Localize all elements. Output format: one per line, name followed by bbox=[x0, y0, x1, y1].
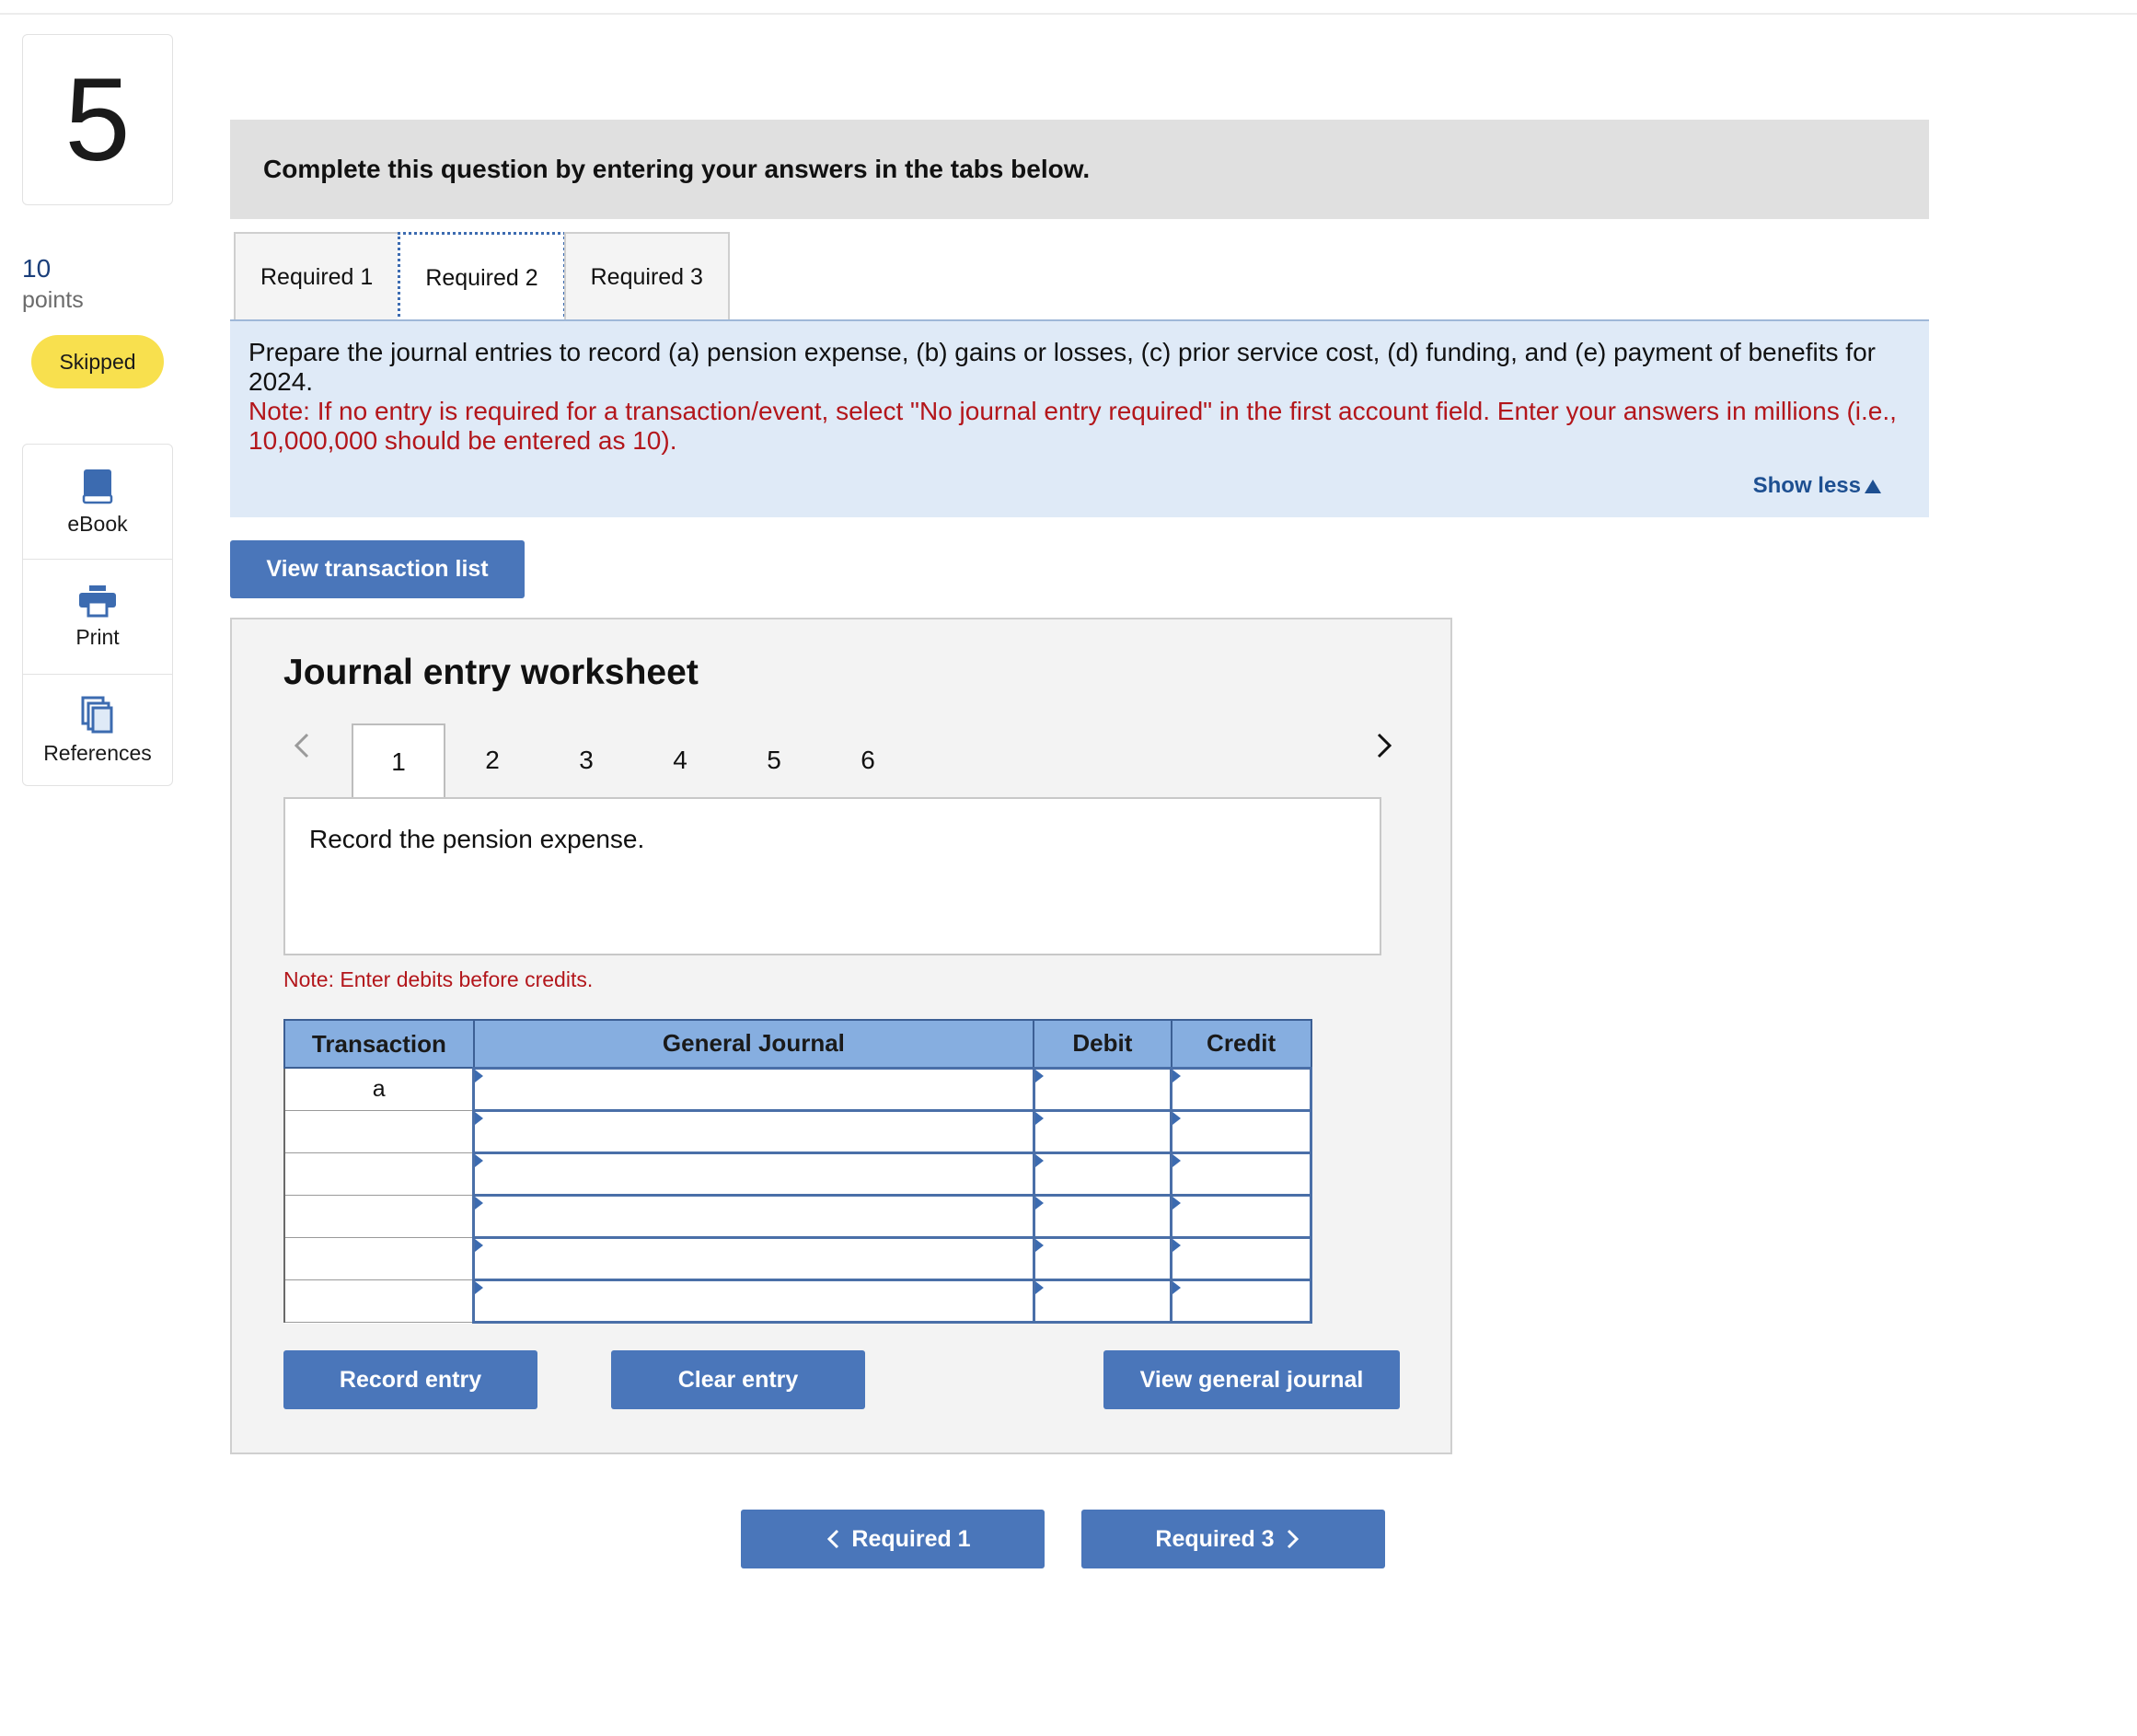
printer-icon bbox=[78, 584, 117, 618]
points-value: 10 bbox=[22, 254, 52, 283]
transaction-cell bbox=[284, 1195, 474, 1237]
account-select[interactable] bbox=[475, 1281, 1032, 1321]
prev-required-button[interactable] bbox=[741, 1510, 1045, 1568]
credit-cell bbox=[1172, 1279, 1311, 1322]
references-button[interactable] bbox=[22, 674, 173, 786]
credit-input[interactable] bbox=[1172, 1281, 1310, 1321]
worksheet-tab-1[interactable]: 1 bbox=[352, 723, 445, 799]
table-row bbox=[284, 1237, 1311, 1279]
debit-cell bbox=[1034, 1152, 1172, 1195]
entry-description: Record the pension expense. bbox=[309, 825, 645, 853]
prev-required-label: Required 1 bbox=[851, 1525, 971, 1552]
debit-cell bbox=[1034, 1279, 1172, 1322]
journal-table bbox=[283, 1019, 1312, 1324]
table-header-row bbox=[284, 1020, 1311, 1068]
transaction-cell bbox=[284, 1152, 474, 1195]
worksheet-title: Journal entry worksheet bbox=[283, 653, 699, 692]
prompt-note: Note: If no entry is required for a transaction/event, select "No journal entry required" in the first account field. Enter your answers in millions (i.e., 10,000,000 should be entered as 10). bbox=[248, 397, 1897, 455]
sidebar-tools bbox=[22, 445, 173, 786]
entry-description-box bbox=[283, 797, 1381, 955]
debit-input[interactable] bbox=[1035, 1197, 1171, 1236]
account-select[interactable] bbox=[475, 1239, 1032, 1279]
next-required-label: Required 3 bbox=[1155, 1525, 1275, 1552]
account-select[interactable] bbox=[475, 1154, 1032, 1194]
column-header-credit: Credit bbox=[1172, 1020, 1311, 1068]
debit-input[interactable] bbox=[1035, 1070, 1171, 1109]
credit-input[interactable] bbox=[1172, 1070, 1310, 1109]
copy-icon bbox=[80, 695, 115, 734]
transaction-cell: a bbox=[284, 1068, 474, 1110]
account-select[interactable] bbox=[475, 1112, 1032, 1152]
references-label: References bbox=[43, 740, 152, 765]
credit-input[interactable] bbox=[1172, 1154, 1310, 1194]
table-row bbox=[284, 1279, 1311, 1322]
table-row bbox=[284, 1110, 1311, 1152]
worksheet-tab-4[interactable]: 4 bbox=[673, 746, 687, 774]
debit-input[interactable] bbox=[1035, 1112, 1171, 1152]
table-row bbox=[284, 1195, 1311, 1237]
triangle-up-icon bbox=[1865, 480, 1881, 493]
credit-input[interactable] bbox=[1172, 1112, 1310, 1152]
debit-input[interactable] bbox=[1035, 1281, 1171, 1321]
ebook-label: eBook bbox=[67, 511, 128, 536]
account-cell bbox=[474, 1110, 1034, 1152]
chevron-right-icon bbox=[1286, 1528, 1300, 1550]
chevron-left-icon[interactable] bbox=[289, 732, 317, 759]
clear-entry-button[interactable]: Clear entry bbox=[611, 1350, 865, 1409]
book-icon bbox=[81, 468, 114, 504]
account-cell bbox=[474, 1068, 1034, 1110]
credit-input[interactable] bbox=[1172, 1239, 1310, 1279]
tab-required-1[interactable]: Required 1 bbox=[234, 232, 399, 320]
column-header-general-journal: General Journal bbox=[474, 1020, 1034, 1068]
debit-cell bbox=[1034, 1237, 1172, 1279]
transaction-cell bbox=[284, 1279, 474, 1322]
next-required-button[interactable] bbox=[1081, 1510, 1385, 1568]
worksheet-tabs bbox=[352, 723, 915, 799]
ebook-button[interactable] bbox=[22, 444, 173, 560]
print-button[interactable] bbox=[22, 559, 173, 675]
print-label: Print bbox=[75, 624, 120, 649]
required-tabs bbox=[234, 232, 728, 322]
column-header-debit: Debit bbox=[1034, 1020, 1172, 1068]
prompt-panel bbox=[230, 321, 1929, 517]
debit-input[interactable] bbox=[1035, 1239, 1171, 1279]
show-less-label: Show less bbox=[1752, 473, 1861, 498]
account-cell bbox=[474, 1237, 1034, 1279]
transaction-cell bbox=[284, 1110, 474, 1152]
column-header-transaction: Transaction bbox=[284, 1020, 474, 1068]
table-row bbox=[284, 1152, 1311, 1195]
show-less-link[interactable] bbox=[1753, 473, 1881, 499]
points-label: points bbox=[22, 287, 84, 313]
top-divider bbox=[0, 13, 2137, 15]
record-entry-button[interactable]: Record entry bbox=[283, 1350, 537, 1409]
credit-cell bbox=[1172, 1110, 1311, 1152]
chevron-right-icon[interactable] bbox=[1369, 732, 1397, 759]
worksheet-tab-3[interactable]: 3 bbox=[579, 746, 594, 774]
instructions-text: Complete this question by entering your answers in the tabs below. bbox=[263, 155, 1091, 183]
chevron-left-icon bbox=[826, 1528, 840, 1550]
debit-input[interactable] bbox=[1035, 1154, 1171, 1194]
account-select[interactable] bbox=[475, 1197, 1032, 1236]
account-cell bbox=[474, 1279, 1034, 1322]
transaction-cell bbox=[284, 1237, 474, 1279]
credit-cell bbox=[1172, 1237, 1311, 1279]
journal-entry-worksheet bbox=[230, 618, 1452, 1454]
tab-required-2[interactable]: Required 2 bbox=[398, 232, 565, 322]
credit-cell bbox=[1172, 1195, 1311, 1237]
tab-required-3[interactable]: Required 3 bbox=[564, 232, 730, 320]
credit-cell bbox=[1172, 1152, 1311, 1195]
debit-cell bbox=[1034, 1068, 1172, 1110]
account-cell bbox=[474, 1152, 1034, 1195]
worksheet-tab-2[interactable]: 2 bbox=[485, 746, 500, 774]
debit-cell bbox=[1034, 1110, 1172, 1152]
prompt-text: Prepare the journal entries to record (a) pension expense, (b) gains or losses, (c) prior service cost, (d) funding, and (e) payment of benefits for 2024. bbox=[248, 338, 1876, 396]
instructions-banner bbox=[230, 120, 1929, 219]
view-general-journal-button[interactable]: View general journal bbox=[1103, 1350, 1400, 1409]
question-number: 5 bbox=[22, 34, 173, 205]
status-badge: Skipped bbox=[31, 335, 164, 388]
credit-input[interactable] bbox=[1172, 1197, 1310, 1236]
account-cell bbox=[474, 1195, 1034, 1237]
credit-cell bbox=[1172, 1068, 1311, 1110]
worksheet-tab-6[interactable]: 6 bbox=[861, 746, 875, 774]
account-select[interactable] bbox=[475, 1070, 1032, 1109]
view-transaction-list-button[interactable]: View transaction list bbox=[230, 540, 525, 598]
table-row bbox=[284, 1068, 1311, 1110]
debits-note: Note: Enter debits before credits. bbox=[283, 967, 594, 991]
worksheet-tab-5[interactable]: 5 bbox=[767, 746, 781, 774]
debit-cell bbox=[1034, 1195, 1172, 1237]
